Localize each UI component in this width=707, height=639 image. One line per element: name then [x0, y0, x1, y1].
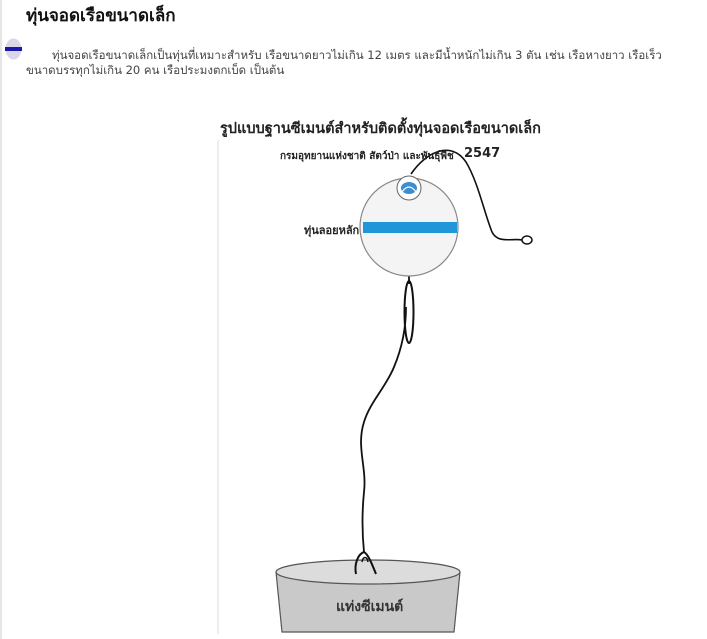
intro-line-2: ขนาดบรรทุกไม่เกิน 20 คน เรือประมงตกเบ็ด เป็นต้น	[26, 63, 285, 77]
department-emblem-icon	[397, 176, 421, 200]
mooring-diagram	[216, 112, 541, 634]
figure-year: 2547	[464, 146, 501, 161]
pickup-loop	[522, 236, 532, 244]
base-label: แท่งซีเมนต์	[336, 599, 404, 615]
buoy-stripe	[363, 222, 457, 233]
figure-organization: กรมอุทยานแห่งชาติ สัตว์ป่า และพันธุ์พืช	[280, 151, 454, 162]
figure-title: รูปแบบฐานซีเมนต์สำหรับติดตั้งทุ่นจอดเรือขนาดเล็ก	[220, 120, 541, 137]
blue-dash-bullet-icon	[5, 38, 22, 60]
mooring-chain	[361, 307, 406, 552]
page-title: ทุ่นจอดเรือขนาดเล็ก	[26, 6, 176, 26]
left-border	[0, 0, 2, 639]
buoy-label: ทุ่นลอยหลัก	[304, 224, 360, 237]
diagram-drawing	[216, 112, 536, 634]
intro-line-1: ทุ่นจอดเรือขนาดเล็กเป็นทุ่นที่เหมาะสำหรับ เรือขนาดยาวไม่เกิน 12 เมตร และมีน้ำหนักไม่เกิน 3 ตัน เช่น เรือหางยาว เรือเร็ว	[52, 48, 662, 62]
intro-paragraph	[26, 48, 702, 78]
